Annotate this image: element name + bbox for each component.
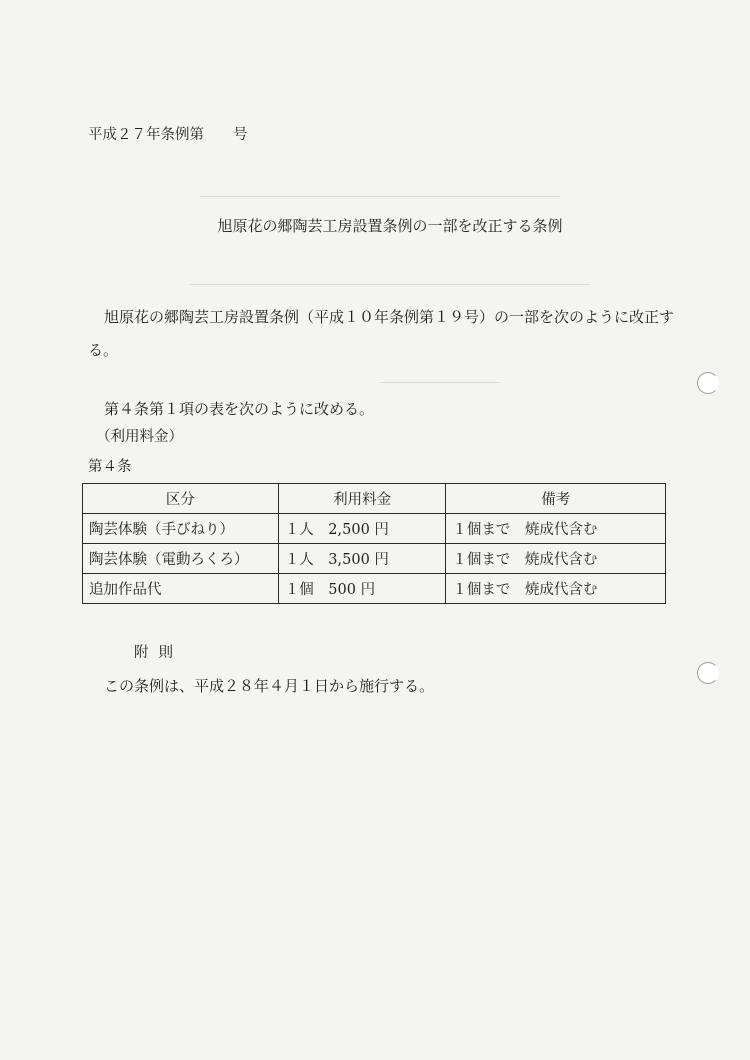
table-header-row [83, 484, 666, 514]
document-title: 旭原花の郷陶芸工房設置条例の一部を改正する条例 [217, 217, 563, 235]
cell-category: 陶芸体験（電動ろくろ） [83, 544, 279, 574]
header-note: 備考 [446, 484, 666, 514]
bleed-through-line [200, 196, 560, 197]
table-caption: （利用料金） [96, 429, 183, 445]
table-row [83, 574, 666, 604]
table-row [83, 514, 666, 544]
cell-fee: １人 3,500 円 [278, 544, 446, 574]
cell-fee: １個 500 円 [278, 574, 446, 604]
cell-note: １個まで 焼成代含む [446, 514, 666, 544]
cell-note: １個まで 焼成代含む [446, 544, 666, 574]
cell-category: 陶芸体験（手びねり） [83, 514, 279, 544]
fee-table [82, 483, 666, 604]
cell-category: 追加作品代 [83, 574, 279, 604]
punch-hole [697, 372, 719, 394]
body-text-line-1: 旭原花の郷陶芸工房設置条例（平成１０年条例第１９号）の一部を次のように改正す [104, 308, 675, 326]
header-fee: 利用料金 [278, 484, 446, 514]
table-row [83, 544, 666, 574]
ordinance-number: 平成２７年条例第 号 [88, 127, 248, 143]
cell-note: １個まで 焼成代含む [446, 574, 666, 604]
cell-fee: １人 2,500 円 [278, 514, 446, 544]
punch-hole [697, 662, 719, 684]
effective-date-text: この条例は、平成２８年４月１日から施行する。 [104, 677, 435, 695]
amendment-instruction: 第４条第１項の表を次のように改める。 [104, 400, 375, 418]
header-category: 区分 [83, 484, 279, 514]
bleed-through-line [380, 382, 500, 383]
article-label: 第４条 [88, 459, 132, 475]
body-text-line-2: る。 [88, 341, 119, 359]
bleed-through-line [190, 284, 590, 285]
supplementary-heading: 附則 [134, 645, 183, 661]
